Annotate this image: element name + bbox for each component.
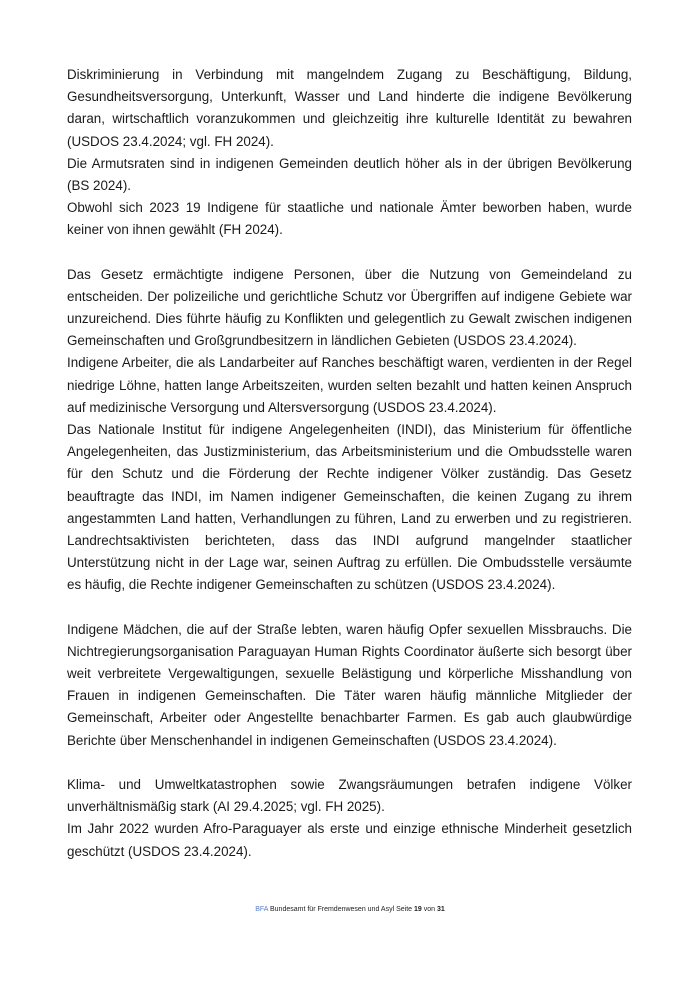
paragraph-spacer bbox=[67, 597, 632, 619]
paragraph-spacer bbox=[67, 242, 632, 264]
footer-of-label: von bbox=[423, 906, 436, 913]
paragraph-elections: Obwohl sich 2023 19 Indigene für staatliche und nationale Ämter beworben haben, wurde keiner von ihnen gewählt (FH 2024). bbox=[67, 200, 632, 238]
footer-total-pages: 31 bbox=[437, 906, 445, 913]
document-body bbox=[67, 64, 632, 863]
paragraph-climate: Klima- und Umweltkatastrophen sowie Zwangsräumungen betrafen indigene Völker unverhältnismäßig stark (AI 29.4.2025; vgl. FH 2025). bbox=[67, 776, 632, 815]
bfa-logo: BFA bbox=[255, 906, 269, 913]
paragraph-land-law: Das Gesetz ermächtigte indigene Personen, über die Nutzung von Gemeindeland zu entscheiden. Der polizeiliche und gerichtliche Schutz vor Übergriffen auf indigene Gebiete war unzureichend. Dies führte häufig zu Konflikten und gelegentlich zu Gewalt zwischen indigenen Gemeinschaften und Großgrundbesitzern in ländlichen Gebieten (USDOS 23.4.2024). bbox=[67, 266, 632, 349]
footer-org-name: Bundesamt für Fremdenwesen und Asyl bbox=[270, 906, 395, 913]
page-footer bbox=[0, 906, 700, 913]
paragraph-discrimination: Diskriminierung in Verbindung mit mangelndem Zugang zu Beschäftigung, Bildung, Gesundheitsversorgung, Unterkunft, Wasser und Land hinderte die indigene Bevölkerung daran, wirtschaftlich voranzukommen und gleichzeitig ihre kulturelle Identität zu bewahren (USDOS 23.4.2024; vgl. FH 2024). bbox=[67, 67, 632, 149]
paragraph-girls-abuse: Indigene Mädchen, die auf der Straße lebten, waren häufig Opfer sexuellen Missbrauchs. Die Nichtregierungsorganisation Paraguayan Human Rights Coordinator äußerte sich besorgt über weit verbreitete Vergewaltigungen, sexuelle Belästigung und körperliche Misshandlung von Frauen in indigenen Gemeinschaften. Die Täter waren häufig männliche Mitglieder der Gemeinschaft, Arbeiter oder Angestellte benachbarter Farmen. Es gab auch glaubwürdige Berichte über Menschenhandel in indigenen Gemeinschaften (USDOS 23.4.2024). bbox=[67, 621, 632, 748]
paragraph-afro-paraguayans: Im Jahr 2022 wurden Afro-Paraguayer als erste und einzige ethnische Minderheit gesetzlich geschützt (USDOS 23.4.2024). bbox=[67, 821, 632, 859]
footer-page-number: 19 bbox=[414, 906, 422, 913]
paragraph-indi: Das Nationale Institut für indigene Angelegenheiten (INDI), das Ministerium für öffentliche Angelegenheiten, das Justizministerium, das Arbeitsministerium und die Ombudsstelle waren für den Schutz und die Förderung der Rechte indigener Völker zuständig. Das Gesetz beauftragte das INDI, im Namen indigener Gemeinschaften, die keinen Zugang zu ihrem angestammten Land hatten, Verhandlungen zu führen, Land zu erwerben und zu registrieren. Landrechtsaktivisten berichteten, dass das INDI aufgrund mangelnder staatlicher Unterstützung nicht in der Lage war, seinen Auftrag zu erfüllen. Die Ombudsstelle versäumte es häufig, die Rechte indigener Gemeinschaften zu schützen (USDOS 23.4.2024). bbox=[67, 422, 632, 593]
paragraph-poverty-rates: Die Armutsraten sind in indigenen Gemeinden deutlich höher als in der übrigen Bevölkerung (BS 2024). bbox=[67, 155, 632, 194]
paragraph-spacer bbox=[67, 752, 632, 774]
paragraph-workers: Indigene Arbeiter, die als Landarbeiter auf Ranches beschäftigt waren, verdienten in der Regel niedrige Löhne, hatten lange Arbeitszeiten, wurden selten bezahlt und hatten keinen Anspruch auf medizinische Versorgung und Altersversorgung (USDOS 23.4.2024). bbox=[67, 355, 632, 415]
footer-page-label: Seite bbox=[396, 906, 413, 913]
